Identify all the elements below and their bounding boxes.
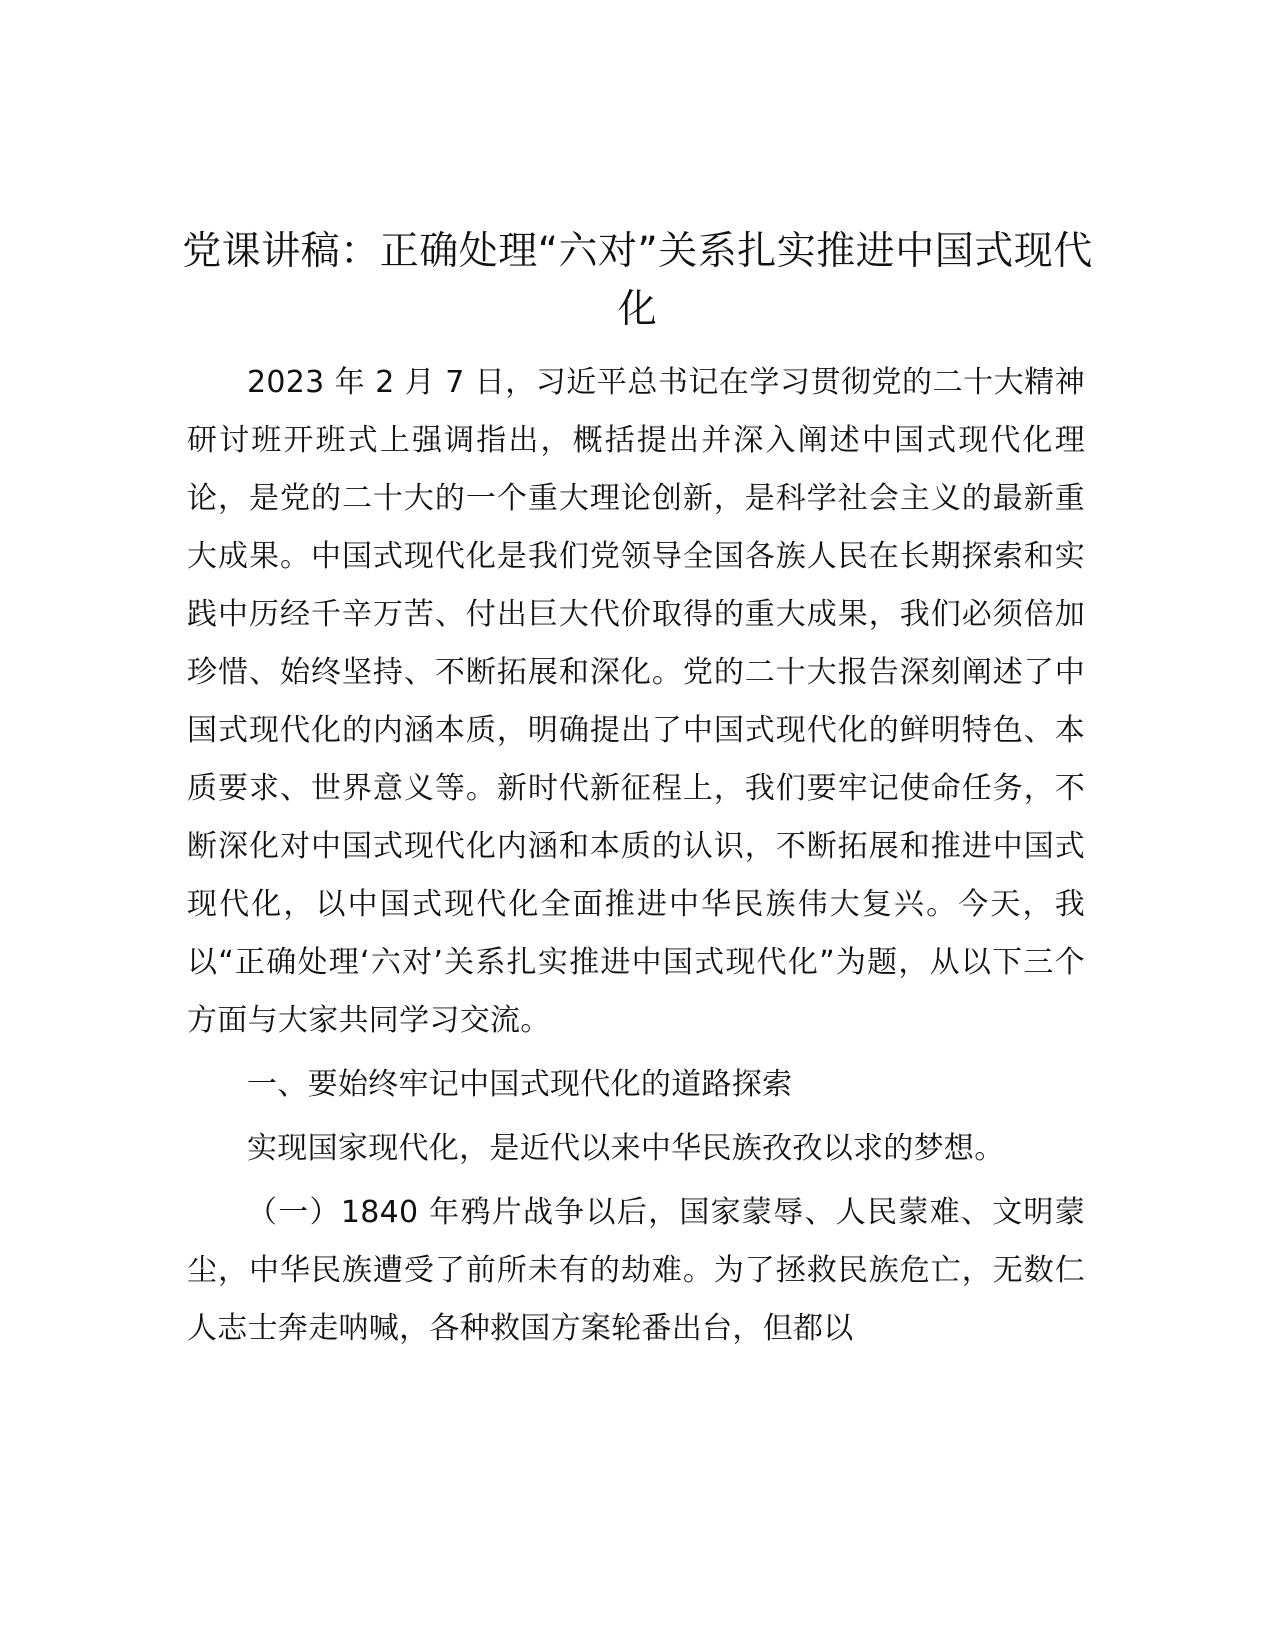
document-body xyxy=(187,354,1085,1358)
subsection-paragraph-1: （一）1840 年鸦片战争以后，国家蒙辱、人民蒙难、文明蒙尘，中华民族遭受了前所未有的劫难。为了拯救民族危亡，无数仁人志士奔走呐喊，各种救国方案轮番出台，但都以 xyxy=(187,1195,1085,1346)
document-title: 党课讲稿：正确处理“六对”关系扎实推进中国式现代化 xyxy=(182,229,1093,332)
section-lead-paragraph: 实现国家现代化，是近代以来中华民族孜孜以求的梦想。 xyxy=(247,1131,1005,1166)
section-heading-1: 一、要始终牢记中国式现代化的道路探索 xyxy=(247,1067,793,1102)
intro-paragraph: 2023 年 2 月 7 日，习近平总书记在学习贯彻党的二十大精神研讨班开班式上强调指出，概括提出并深入阐述中国式现代化理论，是党的二十大的一个重大理论创新，是科学社会主义的最新重大成果。中国式现代化是我们党领导全国各族人民在长期探索和实践中历经千辛万苦、付出巨大代价取得的重大成果，我们必须倍加珍惜、始终坚持、不断拓展和深化。党的二十大报告深刻阐述了中国式现代化的内涵本质，明确提出了中国式现代化的鲜明特色、本质要求、世界意义等。新时代新征程上，我们要牢记使命任务，不断深化对中国式现代化内涵和本质的认识，不断拓展和推进中国式现代化，以中国式现代化全面推进中华民族伟大复兴。今天，我以“正确处理‘六对’关系扎实推进中国式现代化”为题，从以下三个方面与大家共同学习交流。 xyxy=(187,365,1085,1038)
